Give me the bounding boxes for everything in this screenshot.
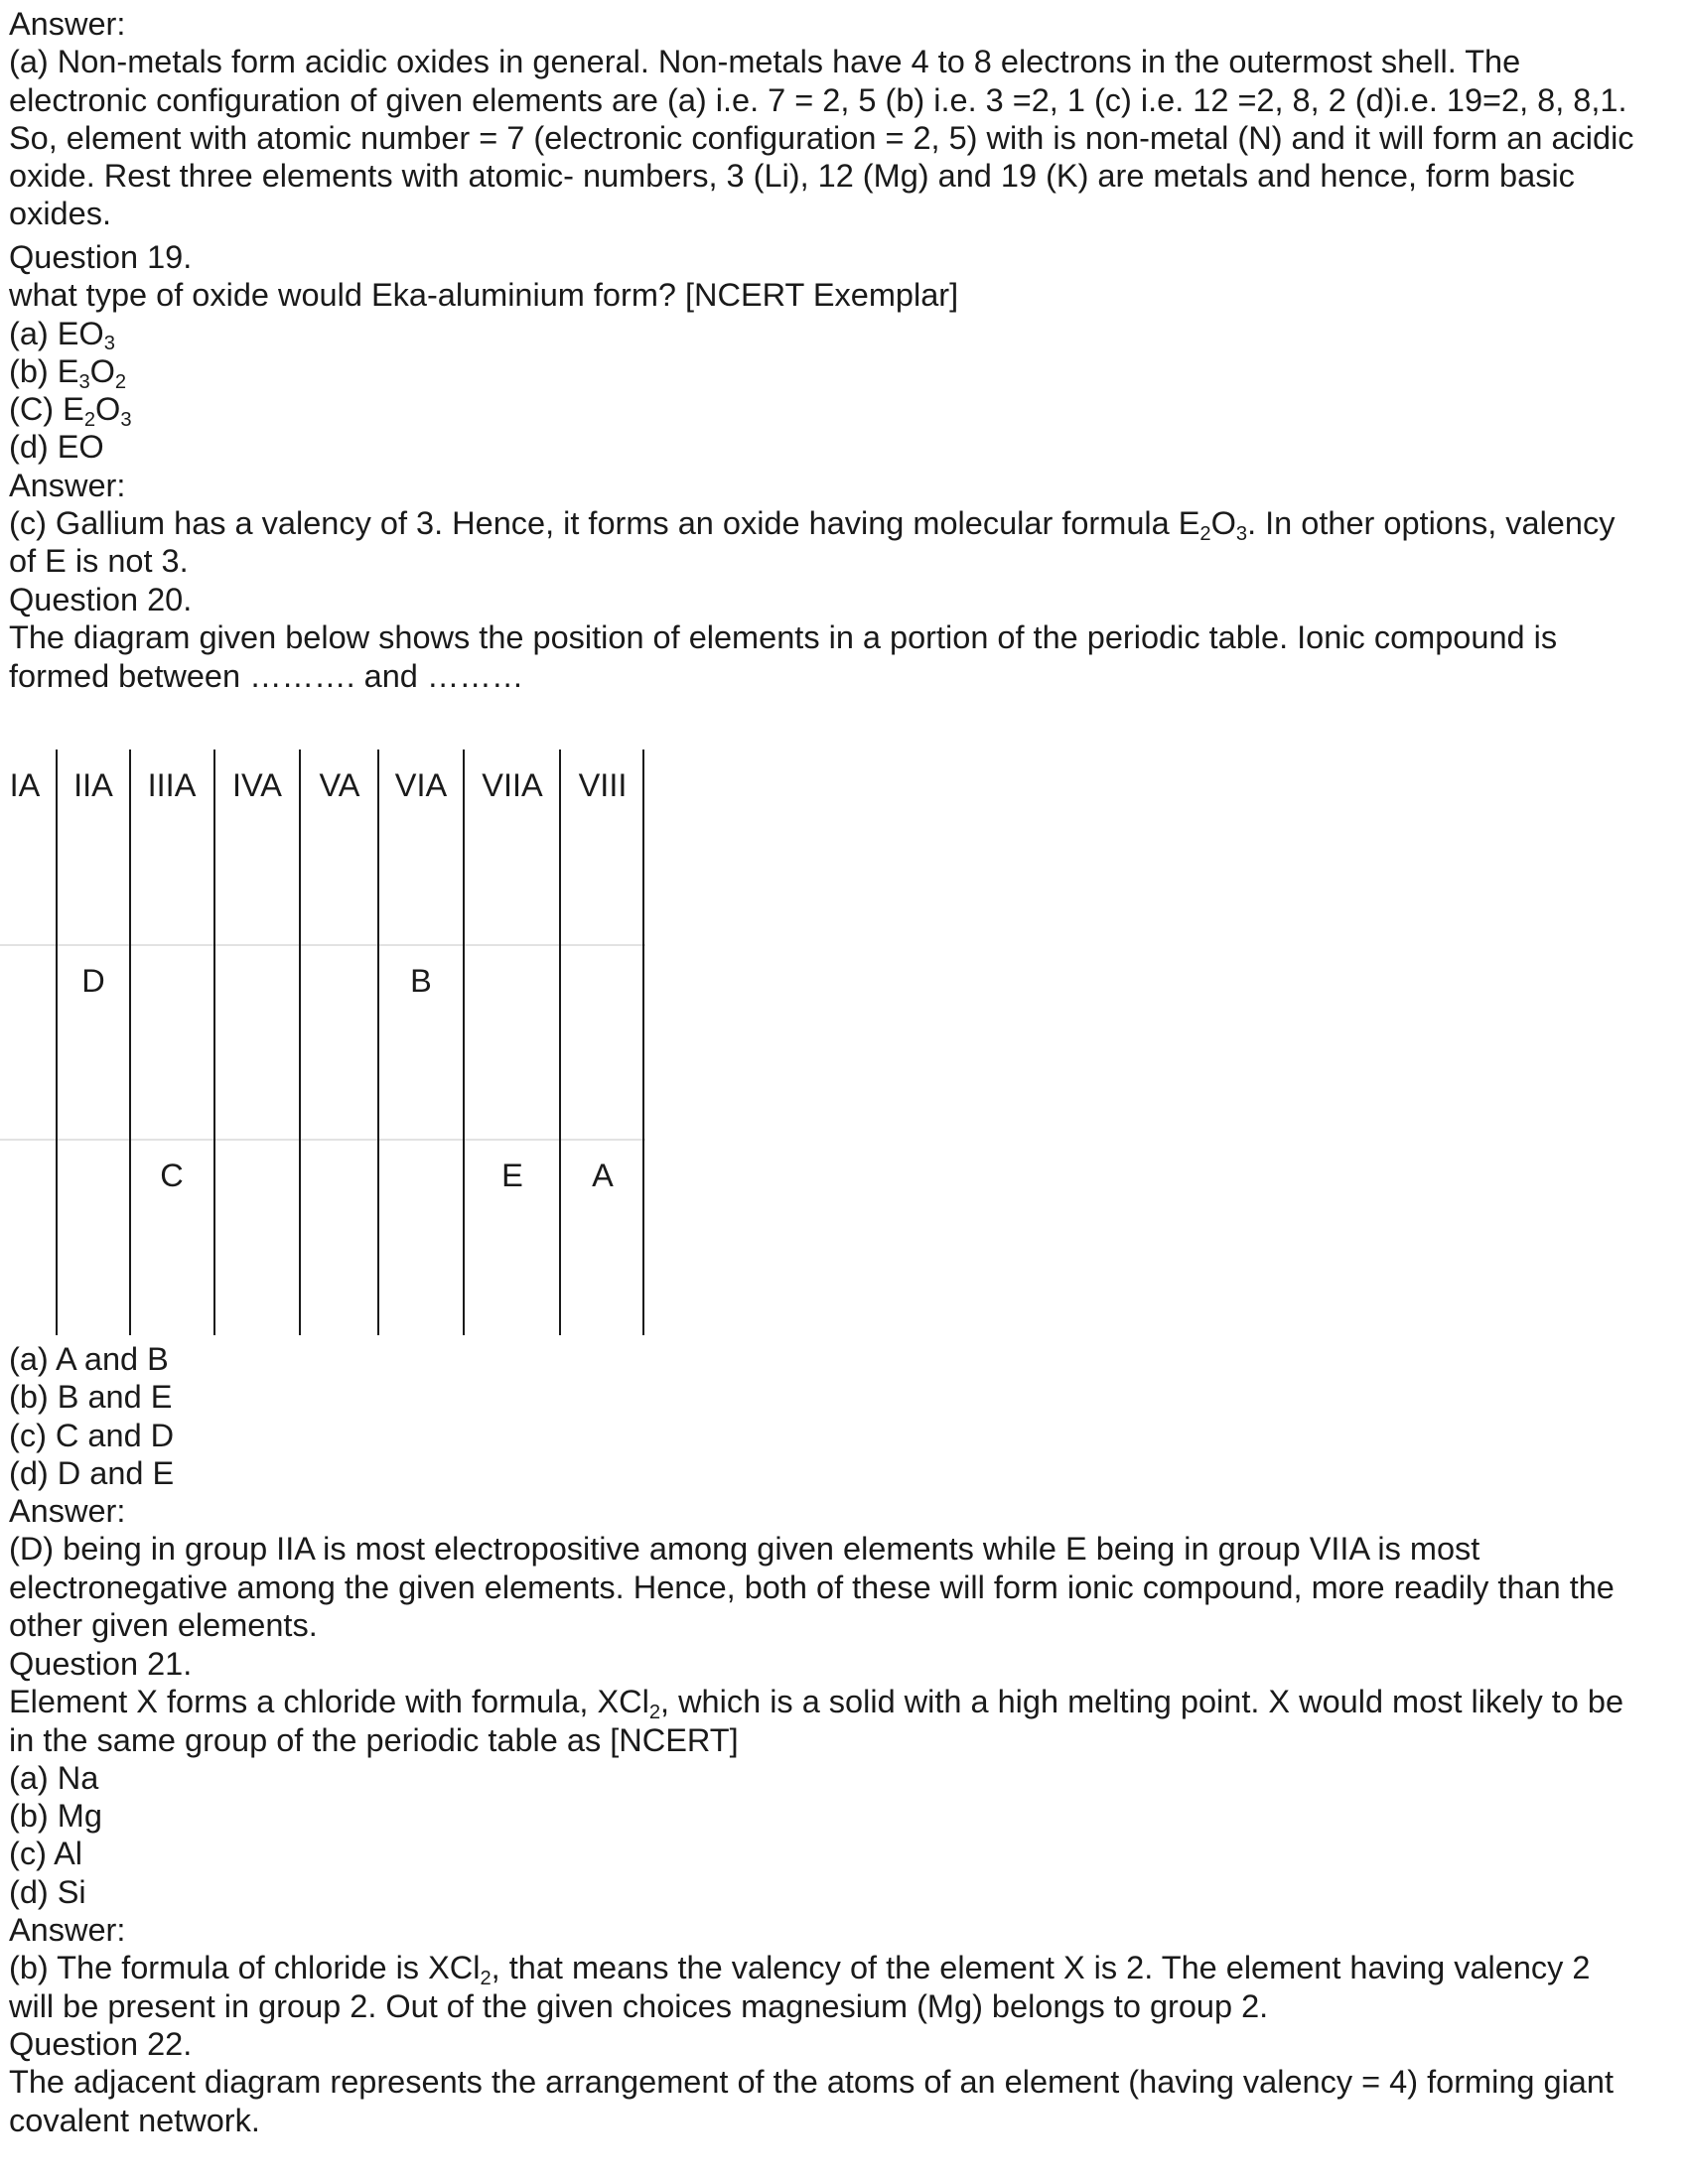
answer-text-line: (a) Non-metals form acidic oxides in general. Non-metals have 4 to 8 electrons in the outermost shell. The (9, 44, 1521, 80)
question-text: Element X forms a chloride with formula, XCl$_2$, which is a solid with a high melting point. X would most likely to be (9, 1684, 1624, 1723)
question-text: in the same group of the periodic table as [NCERT] (9, 1721, 739, 1758)
question-title: Question 20. (9, 582, 193, 617)
answer-text-line: electronic configuration of given elements are (a) i.e. 7 = 2, 5 (b) i.e. 3 =2, 1 (c) i.e. 12 =2, 8, 2 (d)i.e. 19=2, 8, 8,1. (9, 81, 1627, 118)
table-header-cell: IA (9, 767, 41, 803)
option-c: (c) C and D (9, 1417, 175, 1453)
answer-text-line: oxides. (9, 196, 111, 232)
question-text: The adjacent diagram represents the arrangement of the atoms of an element (having valency = 4) forming giant (9, 2064, 1614, 2101)
question-text: what type of oxide would Eka-aluminium form? [NCERT Exemplar] (9, 277, 959, 314)
table-header-cell: IVA (232, 767, 282, 803)
option-d: (d) Si (9, 1873, 86, 1910)
table-header-cell: VA (319, 767, 360, 803)
option-b: (b) $E_3O_2$ (9, 352, 127, 393)
option-c: (C) $E_2O_3$ (9, 391, 132, 431)
answer-text-line: will be present in group 2. Out of the given choices magnesium (Mg) belongs to group 2. (9, 1987, 1269, 2024)
option-d: (d) EO (9, 429, 104, 466)
question-19-block (9, 238, 1679, 581)
question-title: Question 19. (9, 239, 193, 275)
answer-text-line: oxide. Rest three elements with atomic- numbers, 3 (Li), 12 (Mg) and 19 (K) are metals and hence, form basic (9, 158, 1575, 195)
answer-text-line: So, element with atomic number = 7 (electronic configuration = 2, 5) with is non-metal (N) and it will form an acidic (9, 119, 1634, 156)
answer-label: Answer: (9, 1493, 126, 1530)
table-cell: D (81, 963, 105, 999)
question-22-block (9, 2025, 1679, 2139)
answer-text-line: (D) being in group IIA is most electropositive among given elements while E being in group VIIA is most (9, 1531, 1480, 1568)
table-header-cell: VIA (394, 767, 448, 803)
option-a: (a) $EO_3$ (9, 315, 115, 355)
option-c: (c) Al (9, 1836, 83, 1872)
answer-text-line: electronegative among the given elements. Hence, both of these will form ionic compound, more readily than the (9, 1569, 1615, 1605)
table-cell: A (592, 1158, 614, 1193)
table-cell: C (160, 1158, 184, 1193)
table-header-cell: VIIA (482, 767, 543, 803)
question-21-block (9, 1645, 1679, 2025)
answer-text-line: of E is not 3. (9, 543, 189, 580)
answer-label: Answer: (9, 6, 126, 42)
option-a: (a) Na (9, 1759, 99, 1796)
question-title: Question 22. (9, 2026, 193, 2062)
table-cell: E (501, 1158, 523, 1193)
table-cell: B (410, 963, 432, 999)
periodic-table-grid (0, 750, 645, 1335)
answer-text-line: (b) The formula of chloride is XCl$_2$, that means the valency of the element X is 2. The element having valency 2 (9, 1950, 1591, 1990)
option-a: (a) A and B (9, 1341, 169, 1377)
question-20-block (9, 581, 1679, 695)
table-header-cell: IIA (73, 767, 113, 803)
option-b: (b) B and E (9, 1379, 173, 1416)
question-20-options-answer (9, 1340, 1679, 1644)
periodic-table-portion (0, 750, 645, 1335)
question-text: The diagram given below shows the position of elements in a portion of the periodic table. Ionic compound is (9, 619, 1558, 656)
answer-label: Answer: (9, 467, 126, 503)
question-text: formed between ………. and ……… (9, 657, 524, 694)
option-d: (d) D and E (9, 1454, 175, 1491)
answer-text-line: other given elements. (9, 1607, 318, 1644)
option-b: (b) Mg (9, 1798, 102, 1835)
question-text: covalent network. (9, 2102, 260, 2138)
table-header-cell: VIII (578, 767, 628, 803)
answer-text-line: (c) Gallium has a valency of 3. Hence, it forms an oxide having molecular formula $E_2O_3$. In other options, valency (9, 505, 1616, 545)
q18-answer-block (9, 5, 1679, 233)
table-header-cell: IIIA (147, 767, 197, 803)
answer-label: Answer: (9, 1912, 126, 1949)
question-title: Question 21. (9, 1646, 193, 1682)
